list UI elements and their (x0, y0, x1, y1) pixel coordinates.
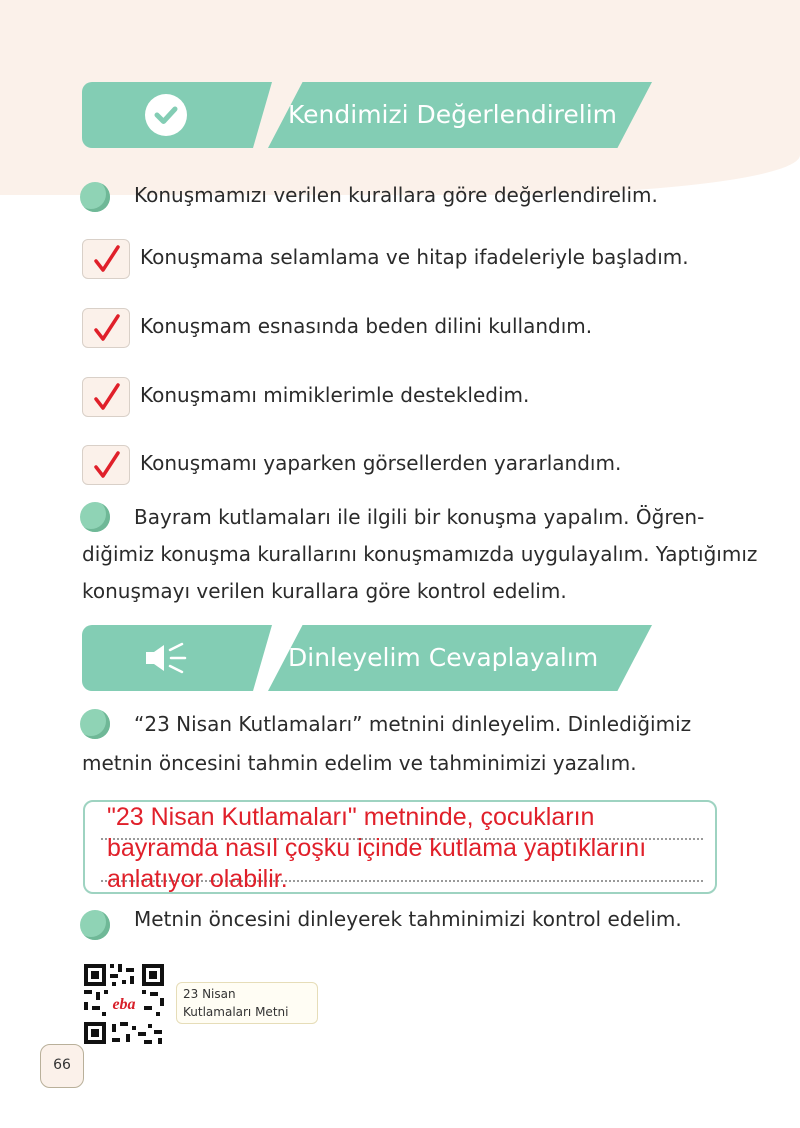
speaker-icon (144, 642, 188, 674)
qr-label (176, 982, 318, 1024)
bullet-dot (80, 709, 110, 739)
checkbox-checked[interactable] (82, 377, 130, 417)
bullet-dot (80, 502, 110, 532)
qr-label-line: Kutlamaları Metni (183, 1005, 289, 1019)
checklist-item: Konuşmama selamlama ve hitap ifadeleriyle başladım. (140, 245, 689, 269)
eba-logo: eba (112, 996, 136, 1013)
prompt-line: “23 Nisan Kutlamaları” metnini dinleyelim. Dinlediğimiz (134, 712, 692, 736)
handwritten-answer: "23 Nisan Kutlamaları" metninde, çocukların bayramda nasıl çoşku içinde kutlama yaptıklarını anlatıyor olabilir. (107, 803, 647, 893)
task-line: Bayram kutlamaları ile ilgili bir konuşma yapalım. Öğren- (134, 505, 705, 529)
qr-code[interactable] (82, 962, 166, 1046)
section-banner-dinleyelim (82, 625, 652, 691)
checklist-item: Konuşmam esnasında beden dilini kullandım. (140, 314, 593, 338)
followup-text: Metnin öncesini dinleyerek tahminimizi kontrol edelim. (134, 907, 682, 931)
checkbox-checked[interactable] (82, 239, 130, 279)
task-line: diğimiz konuşma kurallarını konuşmamızda uygulayalım. Yaptığımız (82, 542, 758, 566)
bullet-dot (80, 182, 110, 212)
checkmark-circle-icon (145, 94, 187, 136)
page-number: 66 (40, 1044, 84, 1088)
checkbox-checked[interactable] (82, 308, 130, 348)
section-title: Dinleyelim Cevaplayalım (288, 643, 599, 672)
checklist-item: Konuşmamı yaparken görsellerden yararlandım. (140, 451, 622, 475)
bullet-dot (80, 910, 110, 940)
section-title: Kendimizi Değerlendirelim (288, 100, 618, 129)
prompt-line: metnin öncesini tahmin edelim ve tahminimizi yazalım. (82, 751, 637, 775)
intro-text: Konuşmamızı verilen kurallara göre değerlendirelim. (134, 183, 658, 207)
checklist-item: Konuşmamı mimiklerimle destekledim. (140, 383, 530, 407)
task-line: konuşmayı verilen kurallara göre kontrol edelim. (82, 579, 567, 603)
qr-label-line: 23 Nisan (183, 987, 236, 1001)
section-banner-kendimizi (82, 82, 652, 148)
answer-field[interactable] (83, 800, 717, 894)
checkbox-checked[interactable] (82, 445, 130, 485)
